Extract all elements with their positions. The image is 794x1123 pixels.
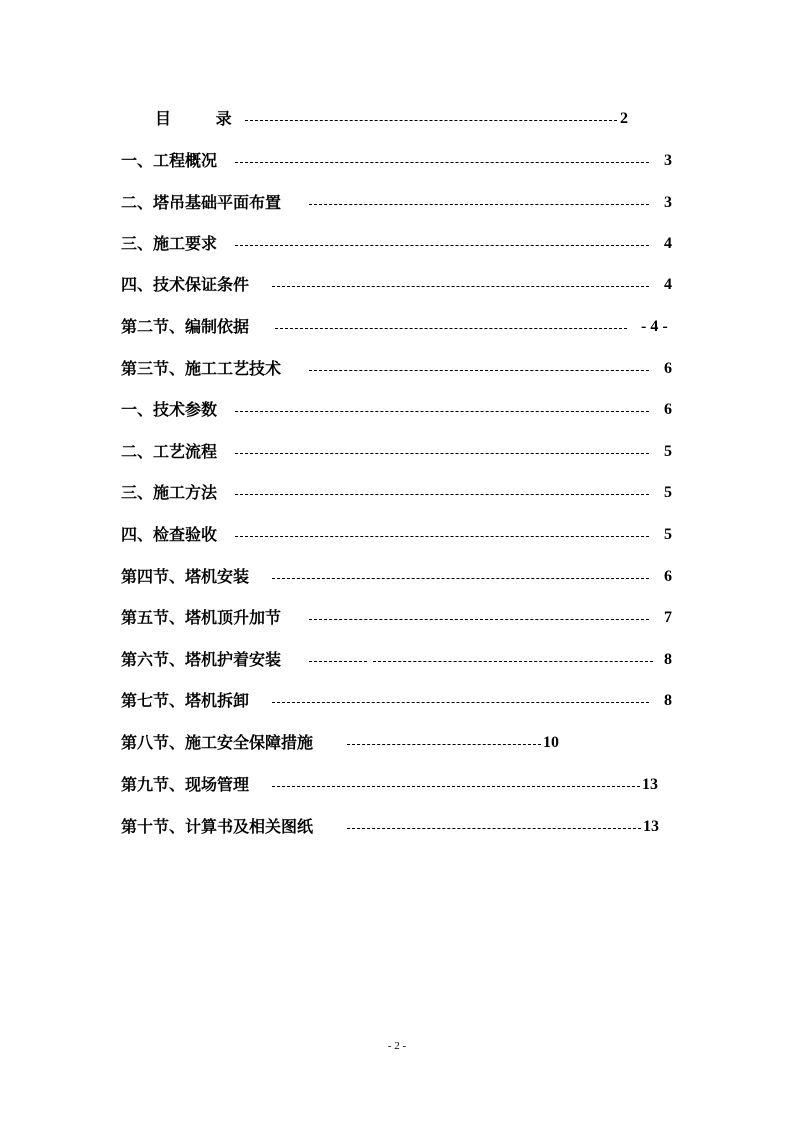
toc-entry[interactable]	[121, 441, 681, 463]
toc-entry-label: 四、检查验收	[121, 525, 218, 544]
toc-page-number: 3	[664, 194, 672, 211]
toc-entry[interactable]	[121, 690, 681, 712]
dot-leader	[272, 786, 640, 787]
toc-entry-label: 第七节、塔机拆卸	[121, 691, 250, 710]
toc-entry-label: 第八节、施工安全保障措施	[121, 733, 314, 752]
toc-entry[interactable]	[121, 399, 681, 421]
toc-page-number: - 4 -	[641, 318, 668, 335]
dot-leader	[235, 411, 649, 412]
toc-page-number: 5	[664, 526, 672, 543]
toc-page-number: 5	[664, 484, 672, 501]
toc-entry-label: 三、施工要求	[121, 234, 218, 253]
toc-entry[interactable]	[121, 150, 681, 172]
toc-entry[interactable]	[121, 524, 681, 546]
toc-title: 目 录	[155, 109, 232, 128]
dot-leader	[309, 204, 649, 205]
dot-leader	[373, 661, 653, 662]
toc-page-number: 10	[543, 734, 559, 751]
toc-page-number: 13	[643, 818, 659, 835]
toc-page-number: 4	[664, 235, 672, 252]
toc-entry[interactable]	[121, 274, 681, 296]
toc-entry[interactable]	[121, 816, 681, 838]
toc-entry-label: 第五节、塔机顶升加节	[121, 608, 282, 627]
toc-title-line[interactable]	[155, 108, 635, 130]
toc-entry-label: 第九节、现场管理	[121, 775, 250, 794]
toc-page-number: 6	[664, 360, 672, 377]
dot-leader	[235, 245, 649, 246]
toc-entry-label: 第四节、塔机安装	[121, 567, 250, 586]
dot-leader	[275, 328, 627, 329]
dot-leader	[235, 536, 649, 537]
toc-entry-label: 第六节、塔机护着安装	[121, 650, 282, 669]
dot-leader	[235, 453, 649, 454]
dot-leader	[272, 702, 649, 703]
dot-leader	[309, 619, 649, 620]
footer-page-number: - 2 -	[387, 1040, 407, 1052]
toc-entry-label: 四、技术保证条件	[121, 275, 250, 294]
toc-entry-label: 第三节、施工工艺技术	[121, 359, 282, 378]
toc-entry[interactable]	[121, 732, 681, 754]
toc-entry[interactable]	[121, 316, 681, 338]
toc-entry[interactable]	[121, 358, 681, 380]
toc-entry-label: 二、工艺流程	[121, 442, 218, 461]
dot-leader	[309, 661, 367, 662]
toc-page-number: 2	[620, 110, 628, 127]
toc-entry-label: 一、技术参数	[121, 400, 218, 419]
toc-entry[interactable]	[121, 192, 681, 214]
toc-entry[interactable]	[121, 233, 681, 255]
dot-leader	[235, 162, 649, 163]
dot-leader	[245, 120, 617, 121]
toc-page-number: 7	[664, 609, 672, 626]
toc-entry-label: 一、工程概况	[121, 151, 218, 170]
dot-leader	[347, 744, 541, 745]
toc-page-number: 6	[664, 568, 672, 585]
toc-entry-label: 三、施工方法	[121, 483, 218, 502]
toc-entry-label: 第二节、编制依据	[121, 317, 250, 336]
toc-entry[interactable]	[121, 566, 681, 588]
toc-entry-label: 二、塔吊基础平面布置	[121, 193, 282, 212]
dot-leader	[347, 828, 641, 829]
toc-entry-label: 第十节、计算书及相关图纸	[121, 817, 314, 836]
toc-page-number: 5	[664, 443, 672, 460]
dot-leader	[272, 286, 649, 287]
dot-leader	[272, 578, 649, 579]
toc-page-number: 8	[664, 651, 672, 668]
toc-page-number: 8	[664, 692, 672, 709]
toc-page-number: 6	[664, 401, 672, 418]
toc-page-number: 4	[664, 276, 672, 293]
toc-entry[interactable]	[121, 607, 681, 629]
toc-entry[interactable]	[121, 774, 681, 796]
toc-page-number: 13	[642, 776, 658, 793]
toc-page-number: 3	[664, 152, 672, 169]
dot-leader	[235, 494, 649, 495]
toc-entry[interactable]	[121, 649, 681, 671]
dot-leader	[309, 370, 649, 371]
toc-entry[interactable]	[121, 482, 681, 504]
